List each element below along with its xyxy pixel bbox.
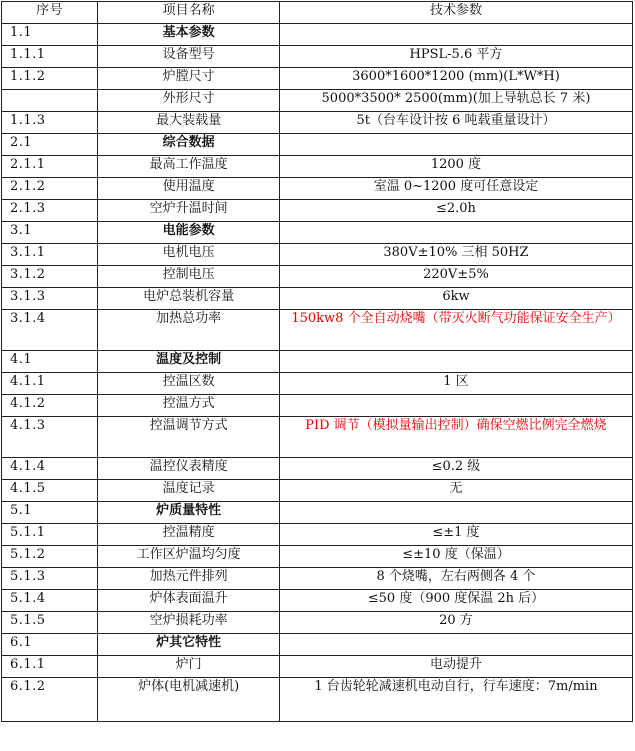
table-row	[2, 678, 633, 722]
row-item-name: 控温精度	[98, 524, 280, 546]
table-row	[2, 568, 633, 590]
table-row	[2, 458, 633, 480]
row-item-name: 基本参数	[98, 24, 280, 46]
row-value	[279, 222, 632, 244]
table-row	[2, 612, 633, 634]
section-row	[2, 634, 633, 656]
row-number: 4.1.3	[2, 417, 98, 458]
row-value	[279, 134, 632, 156]
row-item-name: 炉膛尺寸	[98, 68, 280, 90]
row-item-name: 工作区炉温均匀度	[98, 546, 280, 568]
row-item-name: 温度记录	[98, 480, 280, 502]
table-header-row	[2, 2, 633, 24]
row-item-name: 加热元件排列	[98, 568, 280, 590]
row-number: 3.1.3	[2, 288, 98, 310]
row-value: ≤2.0h	[279, 200, 632, 222]
row-value: ≤±1 度	[279, 524, 632, 546]
row-number: 2.1.3	[2, 200, 98, 222]
row-item-name: 炉体(电机减速机)	[98, 678, 280, 722]
row-item-name: 炉体表面温升	[98, 590, 280, 612]
row-item-name: 最大装载量	[98, 112, 280, 134]
row-number: 1.1.2	[2, 68, 98, 90]
row-value: 380V±10% 三相 50HZ	[279, 244, 632, 266]
row-value: 220V±5%	[279, 266, 632, 288]
row-item-name: 温度及控制	[98, 351, 280, 373]
section-row	[2, 502, 633, 524]
row-value: PID 调节（模拟量输出控制）确保空燃比例完全燃烧	[279, 417, 632, 458]
row-value: 1200 度	[279, 156, 632, 178]
section-row	[2, 134, 633, 156]
row-number: 1.1.1	[2, 46, 98, 68]
row-number: 2.1.2	[2, 178, 98, 200]
row-number: 6.1	[2, 634, 98, 656]
row-value: 150kw8 个全自动烧嘴（带灭火断气功能保证安全生产）	[279, 310, 632, 351]
row-item-name: 控温区数	[98, 373, 280, 395]
row-value	[279, 351, 632, 373]
row-item-name: 电炉总装机容量	[98, 288, 280, 310]
row-number: 5.1.2	[2, 546, 98, 568]
row-number: 6.1.2	[2, 678, 98, 722]
row-number: 3.1	[2, 222, 98, 244]
row-number: 2.1.1	[2, 156, 98, 178]
row-number: 4.1	[2, 351, 98, 373]
header-param: 技术参数	[279, 2, 632, 24]
row-item-name: 空炉损耗功率	[98, 612, 280, 634]
row-number: 4.1.5	[2, 480, 98, 502]
row-number: 1.1	[2, 24, 98, 46]
table-row	[2, 112, 633, 134]
table-row	[2, 310, 633, 351]
row-number: 4.1.2	[2, 395, 98, 417]
table-row	[2, 68, 633, 90]
row-item-name: 设备型号	[98, 46, 280, 68]
row-value: HPSL-5.6 平方	[279, 46, 632, 68]
row-value: 1 区	[279, 373, 632, 395]
row-value: 室温 0~1200 度可任意设定	[279, 178, 632, 200]
row-value: ≤±10 度（保温）	[279, 546, 632, 568]
table-row	[2, 395, 633, 417]
table-row	[2, 590, 633, 612]
row-item-name: 最高工作温度	[98, 156, 280, 178]
row-number: 4.1.1	[2, 373, 98, 395]
row-value: 1 台齿轮轮减速机电动自行，行车速度：7m/min	[279, 678, 632, 722]
table-row	[2, 266, 633, 288]
row-value: 8 个烧嘴，左右两侧各 4 个	[279, 568, 632, 590]
row-item-name: 控制电压	[98, 266, 280, 288]
section-row	[2, 351, 633, 373]
section-row	[2, 24, 633, 46]
row-number: 3.1.2	[2, 266, 98, 288]
row-number: 2.1	[2, 134, 98, 156]
row-value: 20 方	[279, 612, 632, 634]
row-item-name: 电能参数	[98, 222, 280, 244]
table-row	[2, 244, 633, 266]
row-value: ≤0.2 级	[279, 458, 632, 480]
table-row	[2, 524, 633, 546]
row-item-name: 炉质量特性	[98, 502, 280, 524]
row-value: 5000*3500* 2500(mm)(加上导轨总长 7 米)	[279, 90, 632, 112]
table-row	[2, 178, 633, 200]
row-number: 4.1.4	[2, 458, 98, 480]
row-number: 5.1.3	[2, 568, 98, 590]
table-row	[2, 373, 633, 395]
row-value: ≤50 度（900 度保温 2h 后）	[279, 590, 632, 612]
spec-table	[1, 1, 633, 722]
row-item-name: 使用温度	[98, 178, 280, 200]
header-item: 项目名称	[98, 2, 280, 24]
table-row	[2, 200, 633, 222]
table-row	[2, 90, 633, 112]
table-row	[2, 288, 633, 310]
table-row	[2, 156, 633, 178]
row-value: 5t（台车设计按 6 吨载重量设计）	[279, 112, 632, 134]
row-number: 3.1.1	[2, 244, 98, 266]
row-value: 3600*1600*1200 (mm)(L*W*H)	[279, 68, 632, 90]
row-item-name: 加热总功率	[98, 310, 280, 351]
row-number: 6.1.1	[2, 656, 98, 678]
row-item-name: 控温方式	[98, 395, 280, 417]
row-item-name: 炉其它特性	[98, 634, 280, 656]
row-item-name: 电机电压	[98, 244, 280, 266]
row-number: 1.1.3	[2, 112, 98, 134]
table-row	[2, 480, 633, 502]
row-item-name: 控温调节方式	[98, 417, 280, 458]
section-row	[2, 222, 633, 244]
row-value	[279, 395, 632, 417]
table-row	[2, 656, 633, 678]
row-number: 5.1.4	[2, 590, 98, 612]
row-item-name: 综合数据	[98, 134, 280, 156]
row-item-name: 温控仪表精度	[98, 458, 280, 480]
row-number: 5.1	[2, 502, 98, 524]
row-value	[279, 502, 632, 524]
row-number: 3.1.4	[2, 310, 98, 351]
row-value	[279, 24, 632, 46]
row-value: 电动提升	[279, 656, 632, 678]
row-item-name: 炉门	[98, 656, 280, 678]
row-number: 5.1.1	[2, 524, 98, 546]
row-number: 5.1.5	[2, 612, 98, 634]
header-no: 序号	[2, 2, 98, 24]
table-row	[2, 417, 633, 458]
table-row	[2, 546, 633, 568]
row-item-name: 空炉升温时间	[98, 200, 280, 222]
table-row	[2, 46, 633, 68]
row-value: 6kw	[279, 288, 632, 310]
row-number	[2, 90, 98, 112]
row-item-name: 外形尺寸	[98, 90, 280, 112]
row-value: 无	[279, 480, 632, 502]
row-value	[279, 634, 632, 656]
